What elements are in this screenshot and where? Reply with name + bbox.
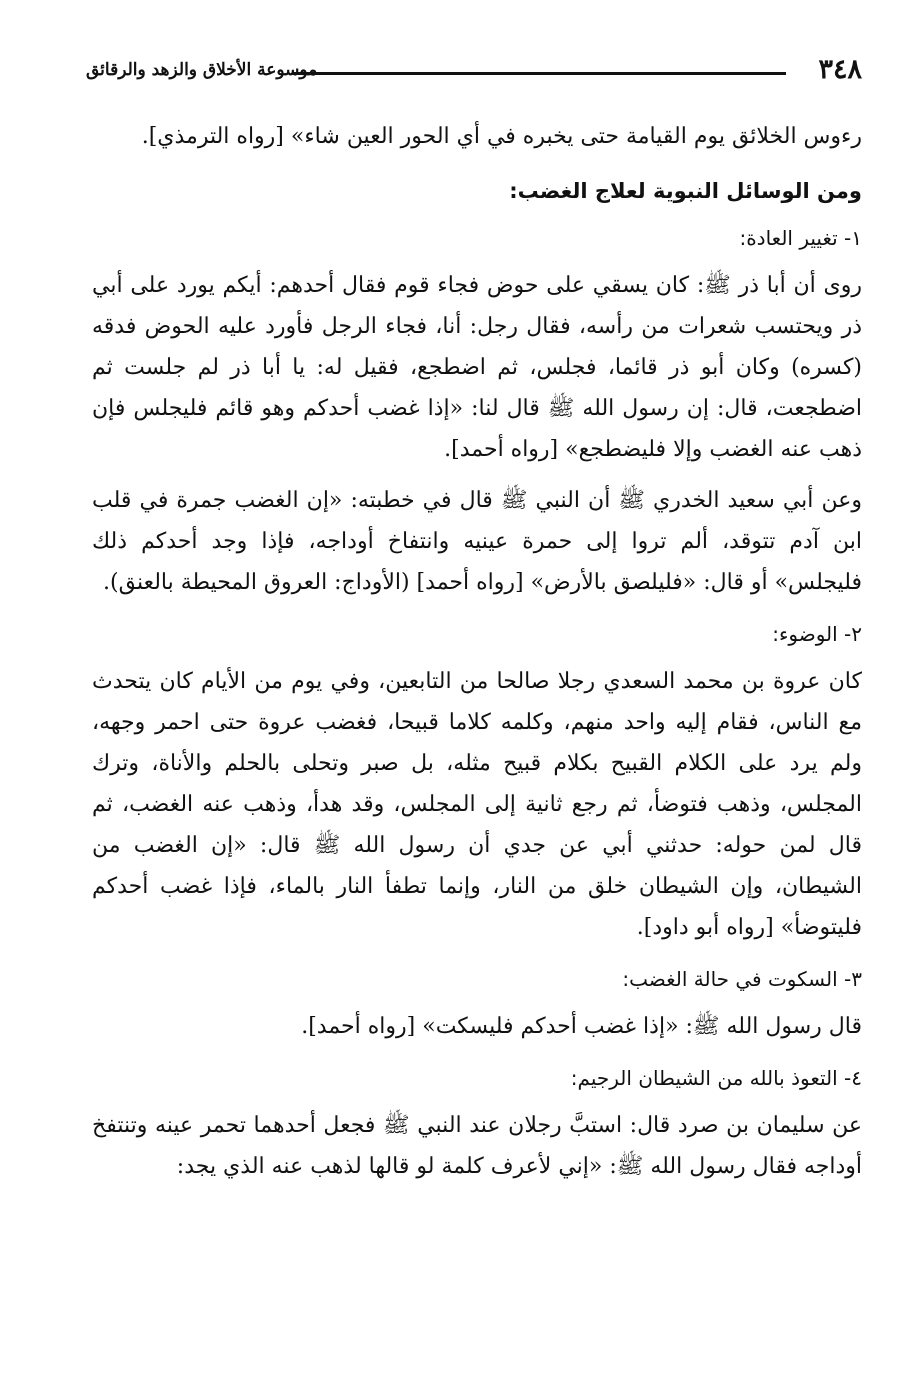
section-heading: ومن الوسائل النبوية لعلاج الغضب: [509,179,862,203]
item-title-silence: ٣- السكوت في حالة الغضب: [622,967,862,991]
page-content [92,116,862,1187]
page-header [86,54,862,88]
paragraph-urwa: كان عروة بن محمد السعدي رجلا صالحا من التابعين، وفي يوم من الأيام كان يتحدث مع الناس، فقام إليه واحد منهم، وكلمه كلاما قبيحا، فغضب عروة حتى احمر وجهه، ولم يرد على الكلام القبيح بكلام قبيح مثله، بل صبر وتحلى بالحلم والأناة، وترك المجلس، وذهب فتوضأ، ثم رجع ثانية إلى المجلس، وقد هدأ، وذهب عنه الغضب، ثم قال لمن حوله: حدثني أبي عن جدي أن رسول الله ﷺ قال: «إن الغضب من الشيطان، وإن الشيطان خلق من النار، وإنما تطفأ النار بالماء، فإذا غضب أحدكم فليتوضأ» [رواه أبو داود]. [92,669,862,940]
paragraph-abu-said: وعن أبي سعيد الخدري ﷺ أن النبي ﷺ قال في خطبته: «إن الغضب جمرة في قلب ابن آدم تتوقد، ألم تروا إلى حمرة عينيه وانتفاخ أوداجه، فإذا وجد أحدكم ذلك فليجلس» أو قال: «فليلصق بالأرض» [رواه أحمد] (الأوداج: العروق المحيطة بالعنق). [92,488,862,595]
item-title-wudu: ٢- الوضوء: [772,622,862,646]
page-number: ٣٤٨ [818,54,862,85]
item-title-change-habit: ١- تغيير العادة: [739,226,862,250]
header-rule [292,72,786,75]
paragraph-sulayman: عن سليمان بن صرد قال: استبَّ رجلان عند النبي ﷺ فجعل أحدهما تحمر عينه وتنتفخ أوداجه فقال رسول الله ﷺ: «إني لأعرف كلمة لو قالها لذهب عنه الذي يجد: [92,1113,862,1179]
item-title-seeking-refuge: ٤- التعوذ بالله من الشيطان الرجيم: [570,1066,862,1090]
book-title: موسوعة الأخلاق والزهد والرقائق [86,60,318,80]
paragraph-silence-hadith: قال رسول الله ﷺ: «إذا غضب أحدكم فليسكت» [رواه أحمد]. [301,1014,862,1039]
paragraph-abu-dharr: روى أن أبا ذر ﷺ: كان يسقي على حوض فجاء قوم فقال أحدهم: أيكم يورد على أبي ذر ويحتسب شعرات من رأسه، فقال رجل: أنا، فجاء الرجل فأورد عليه الحوض فدقه (كسره) وكان أبو ذر قائما، فجلس، ثم اضطجع، فقيل له: يا أبا ذر لم جلست ثم اضطجعت، قال: إن رسول الله ﷺ قال لنا: «إذا غضب أحدكم وهو قائم فليجلس فإن ذهب عنه الغضب وإلا فليضطجع» [رواه أحمد]. [92,273,862,462]
intro-line: رءوس الخلائق يوم القيامة حتى يخبره في أي الحور العين شاء» [رواه الترمذي]. [141,124,862,149]
